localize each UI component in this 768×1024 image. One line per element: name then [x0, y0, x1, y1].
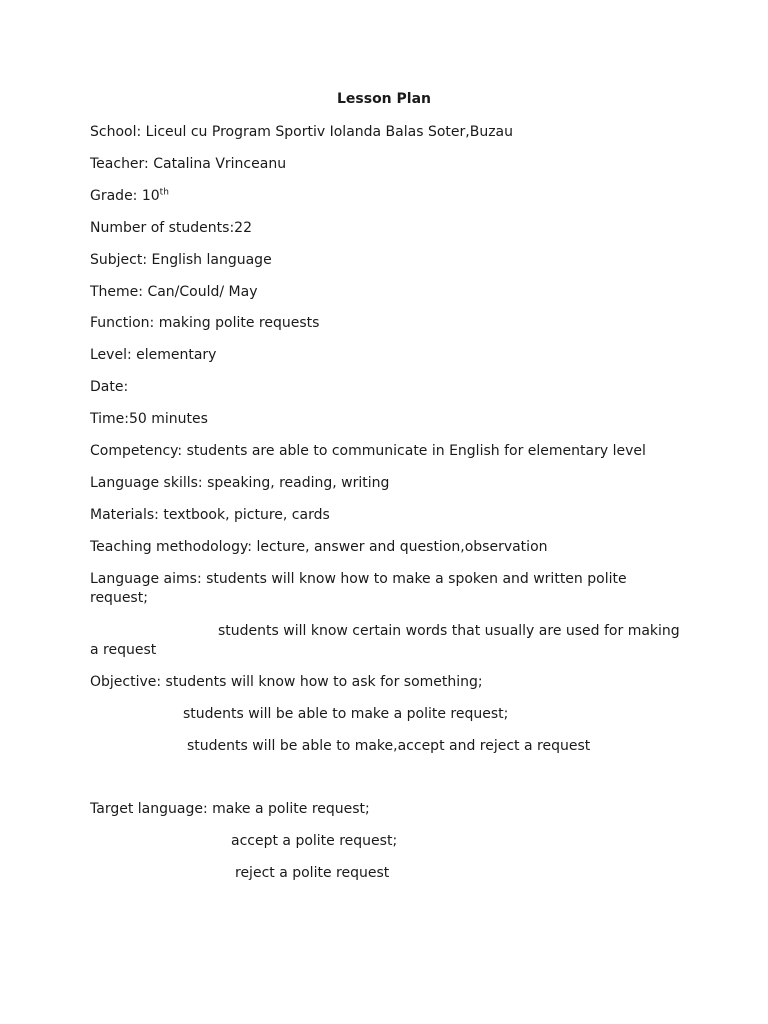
school-line: School: Liceul cu Program Sportiv Iolanda Balas Soter,Buzau [90, 124, 513, 140]
competency-line: Competency: students are able to communicate in English for elementary level [90, 443, 646, 459]
function-line: Function: making polite requests [90, 315, 320, 331]
objective-line-3: students will be able to make,accept and reject a request [187, 738, 591, 754]
materials-line: Materials: textbook, picture, cards [90, 507, 330, 523]
aims-line-2: students will know certain words that usually are used for making [218, 623, 680, 639]
date-line: Date: [90, 379, 129, 395]
page-title: Lesson Plan [336, 91, 431, 107]
target-language-line-3: reject a polite request [235, 865, 390, 881]
grade-text: Grade: 10 [90, 188, 160, 204]
level-line: Level: elementary [90, 347, 217, 363]
aims-line-2-continued: a request [90, 642, 157, 658]
objective-line-1: Objective: students will know how to ask for something; [90, 674, 483, 690]
time-line: Time:50 minutes [90, 411, 208, 427]
theme-line: Theme: Can/Could/ May [90, 284, 258, 300]
grade-superscript: th [159, 187, 169, 198]
target-language-line-1: Target language: make a polite request; [90, 801, 370, 817]
skills-line: Language skills: speaking, reading, writing [90, 475, 390, 491]
subject-line: Subject: English language [90, 252, 272, 268]
aims-line-1: Language aims: students will know how to make a spoken and written polite request; [90, 571, 627, 606]
target-language-line-2: accept a polite request; [231, 833, 398, 849]
objective-line-2: students will be able to make a polite request; [183, 706, 509, 722]
teacher-line: Teacher: Catalina Vrinceanu [90, 156, 287, 172]
methodology-line: Teaching methodology: lecture, answer and question,observation [90, 539, 548, 555]
grade-line [90, 186, 169, 206]
students-line: Number of students:22 [90, 220, 252, 236]
